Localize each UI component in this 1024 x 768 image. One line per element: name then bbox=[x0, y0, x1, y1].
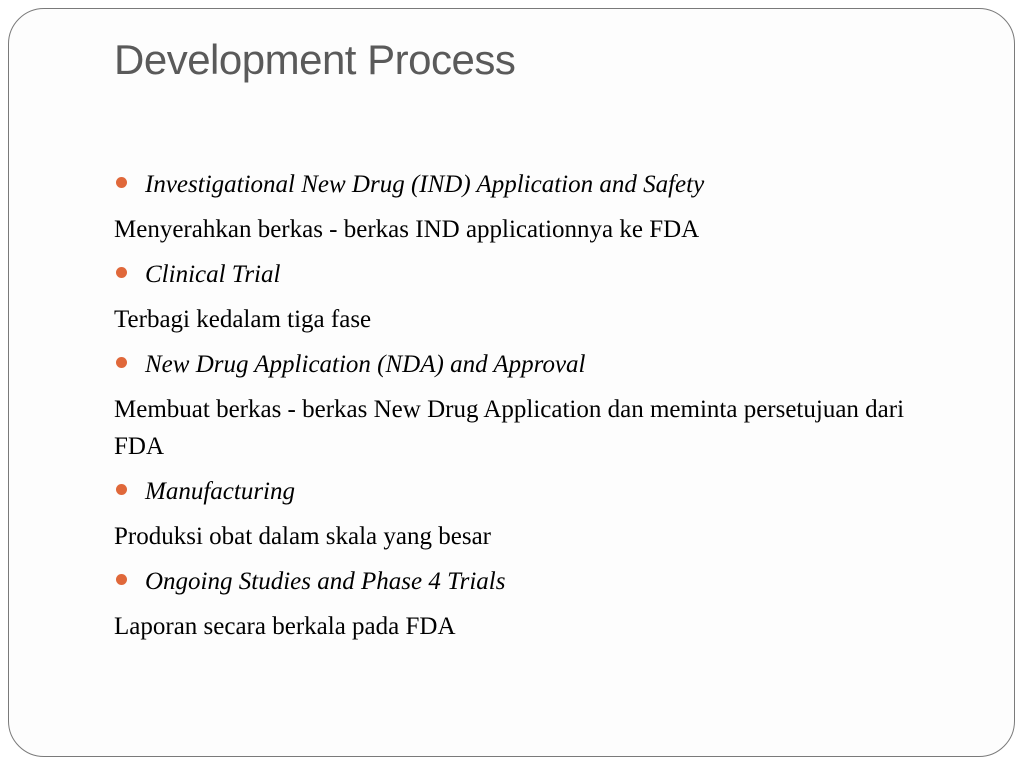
bullet-item-clinical-trial bbox=[114, 256, 914, 301]
bullet-dot-icon bbox=[116, 357, 127, 368]
bullet-description: Terbagi kedalam tiga fase bbox=[114, 306, 372, 333]
bullet-item-ind bbox=[114, 166, 914, 211]
bullet-item-ongoing-studies bbox=[114, 563, 914, 608]
bullet-description: Menyerahkan berkas - berkas IND applicationnya ke FDA bbox=[114, 216, 700, 243]
slide-title: Development Process bbox=[114, 36, 516, 83]
bullet-heading: Ongoing Studies and Phase 4 Trials bbox=[145, 568, 506, 595]
bullet-item-manufacturing bbox=[114, 473, 914, 518]
bullet-description: Laporan secara berkala pada FDA bbox=[114, 613, 456, 640]
bullet-dot-icon bbox=[116, 267, 127, 278]
bullet-heading: Manufacturing bbox=[145, 478, 295, 505]
slide-content bbox=[114, 166, 914, 653]
bullet-heading: New Drug Application (NDA) and Approval bbox=[145, 351, 586, 378]
bullet-dot-icon bbox=[116, 177, 127, 188]
bullet-item-nda bbox=[114, 346, 914, 391]
bullet-heading: Clinical Trial bbox=[145, 261, 281, 288]
bullet-description: Produksi obat dalam skala yang besar bbox=[114, 523, 491, 550]
bullet-dot-icon bbox=[116, 484, 127, 495]
bullet-description: Membuat berkas - berkas New Drug Application dan meminta persetujuan dari FDA bbox=[114, 396, 905, 460]
bullet-heading: Investigational New Drug (IND) Application and Safety bbox=[145, 171, 705, 198]
bullet-dot-icon bbox=[116, 574, 127, 585]
